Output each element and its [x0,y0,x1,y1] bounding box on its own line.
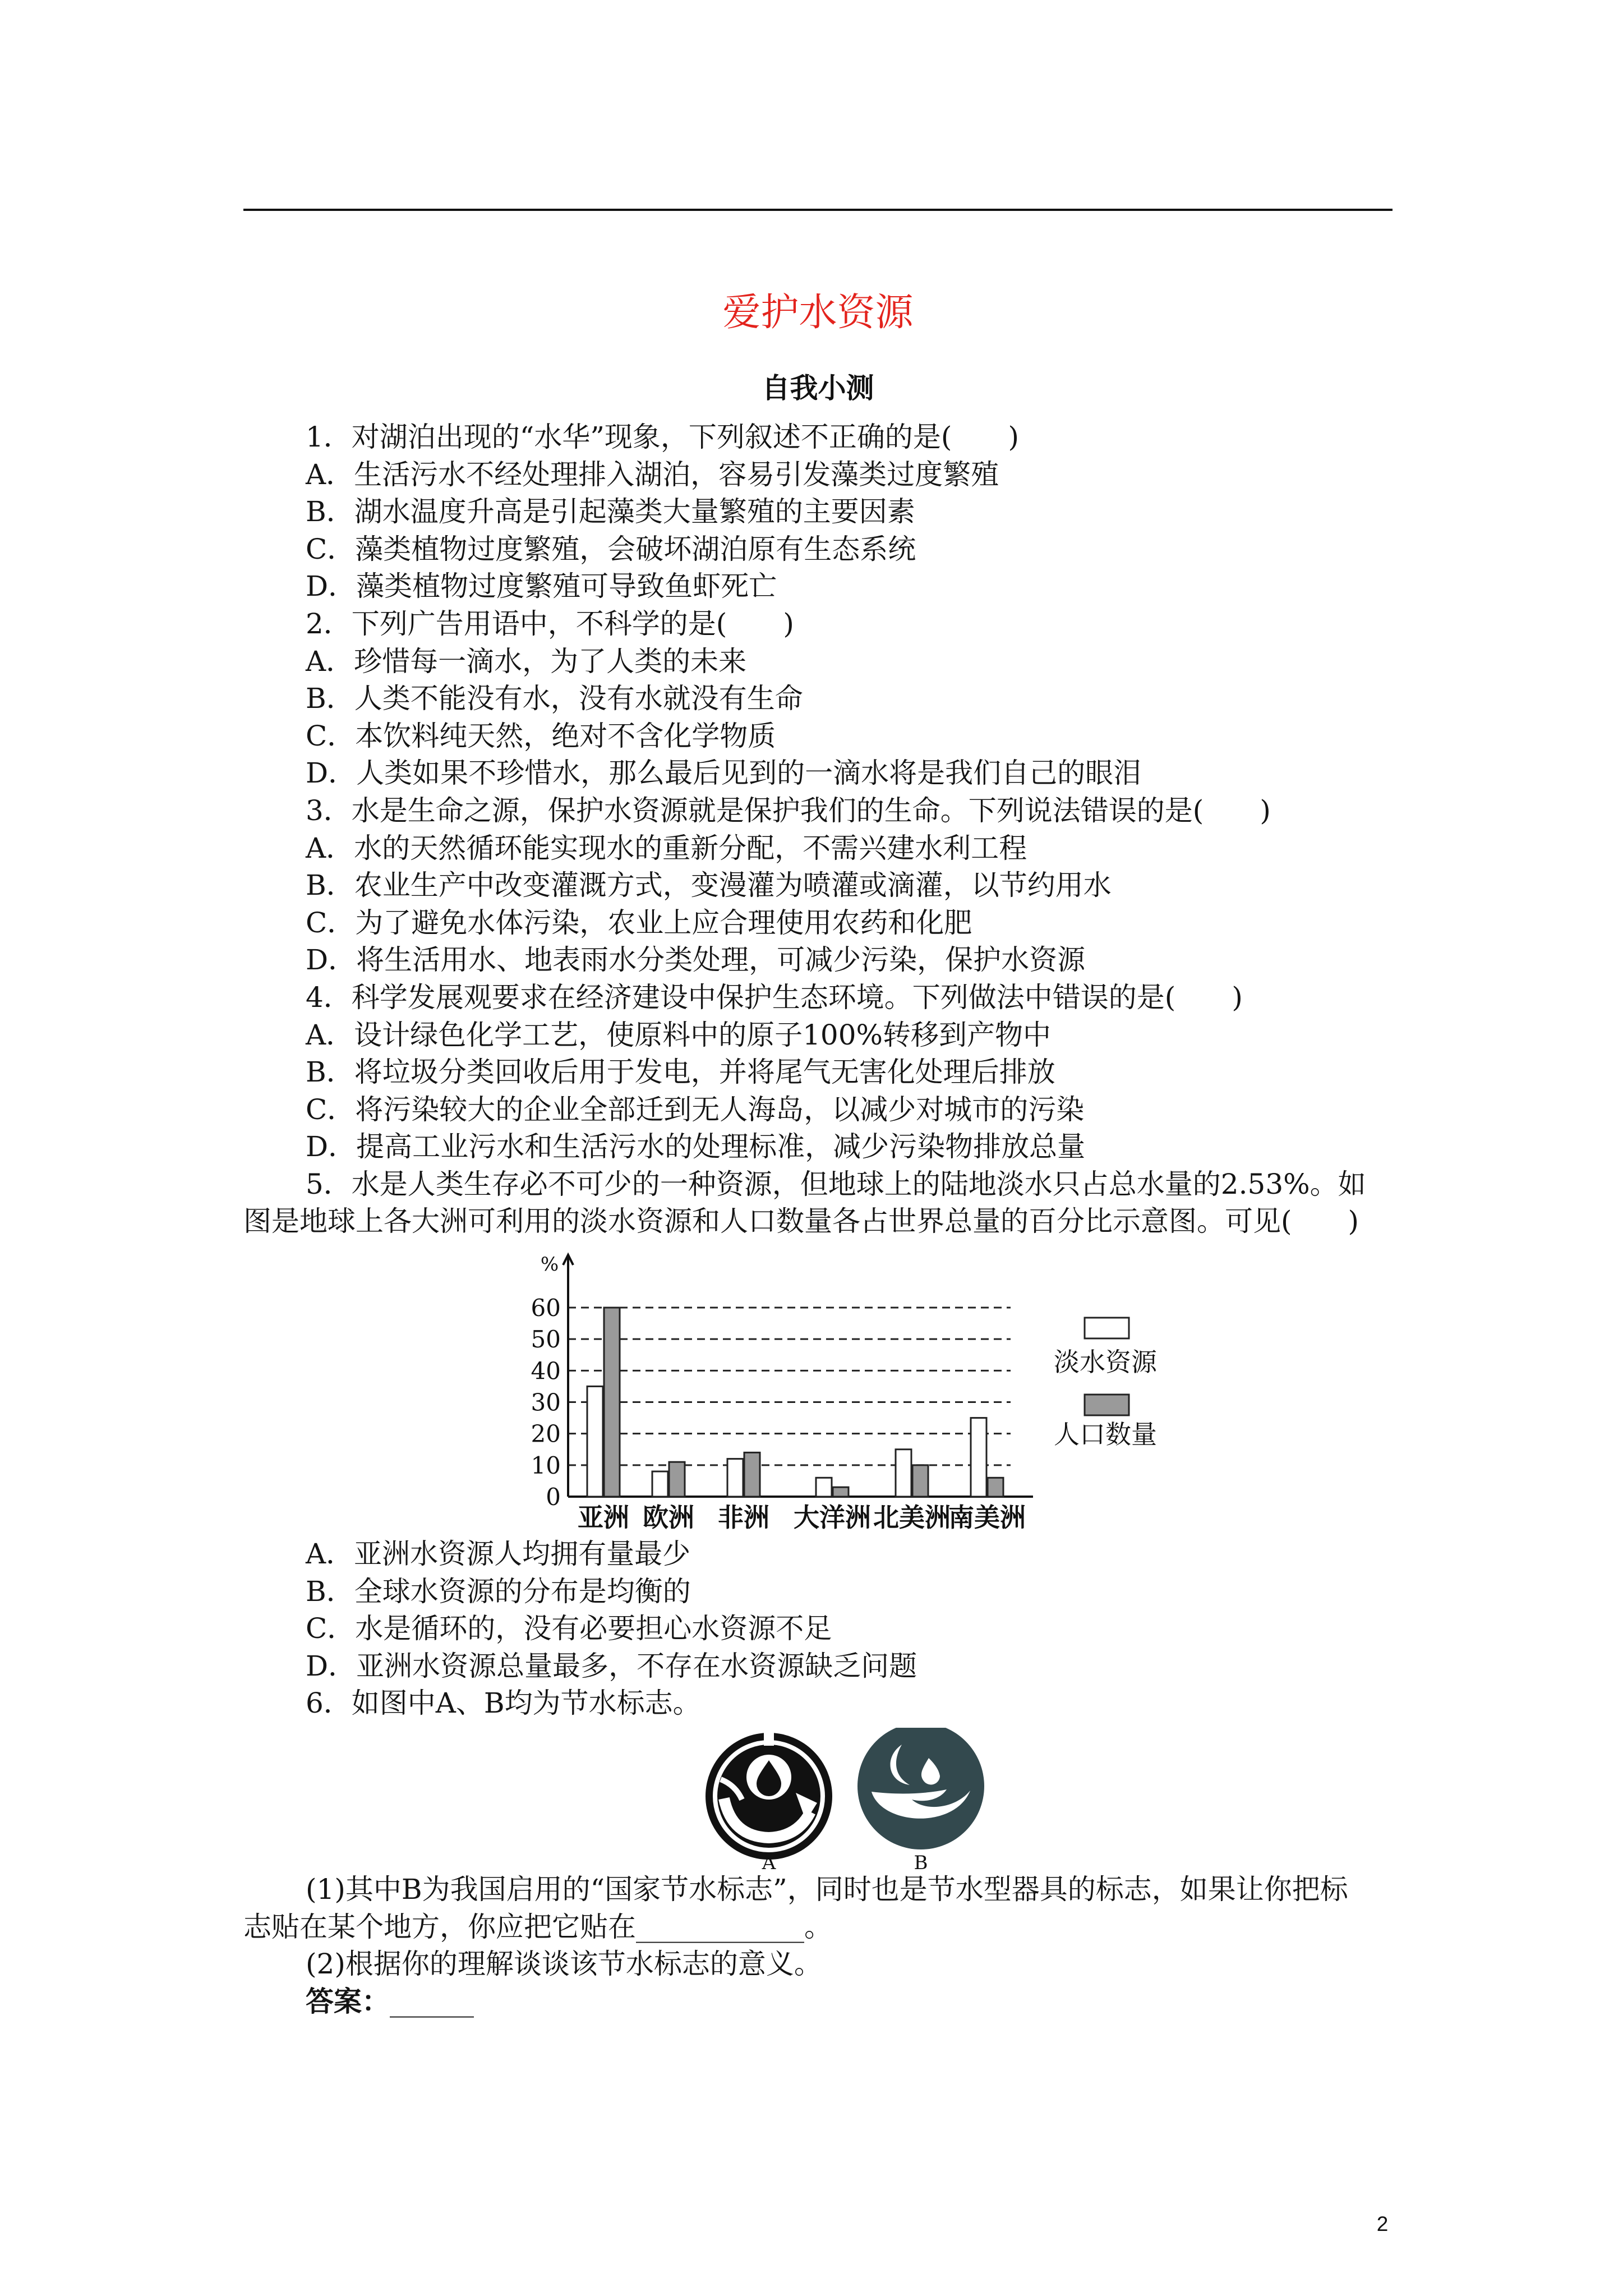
question-1 [243,418,1404,605]
y-tick-label: 40 [531,1357,561,1385]
legend-label: 人口数量 [1054,1419,1157,1450]
option-c: C．本饮料纯天然，绝对不含化学物质 [306,719,776,752]
bar-freshwater [896,1450,911,1497]
answer-label: 答案： [306,1984,390,2018]
option-d: D．亚洲水资源总量最多，不存在水资源缺乏问题 [306,1649,917,1682]
questions-block-1 [243,418,1404,1240]
question-5-options [243,1535,1404,1685]
question-6-part-1-line-2: 志贴在某个地方，你应把它贴在____________。 [243,1910,832,1943]
bar-freshwater [587,1386,603,1497]
bar-population [669,1462,685,1497]
legend-swatch-population [1085,1395,1129,1415]
section-title: 自我小测 [762,371,874,404]
question-stem: 1．对湖泊出现的“水华”现象，下列叙述不正确的是( ) [306,421,1019,453]
x-category-label: 北美洲 [873,1502,951,1533]
bar-population [744,1452,760,1497]
option-b: B．全球水资源的分布是均衡的 [306,1575,691,1608]
option-c: C．将污染较大的企业全部迁到无人海岛，以减少对城市的污染 [306,1093,1085,1126]
y-tick-label: 60 [531,1294,561,1322]
x-category-label: 南美洲 [948,1502,1026,1533]
y-tick-label: 50 [531,1326,561,1354]
option-d: D．藻类植物过度繁殖可导致鱼虾死亡 [306,570,777,603]
option-c: C．为了避免水体污染，农业上应合理使用农药和化肥 [306,906,972,939]
legend-swatch-freshwater [1085,1318,1129,1338]
option-a: A．设计绿色化学工艺，使原料中的原子100%转移到产物中 [306,1018,1052,1051]
bar-freshwater [816,1478,832,1497]
option-b: B．人类不能没有水，没有水就没有生命 [306,682,803,715]
question-5-stem [243,1166,1404,1240]
bar-population [604,1308,620,1497]
answer-blank: ______ [390,1985,474,2018]
question-stem: 3．水是生命之源，保护水资源就是保护我们的生命。下列说法错误的是( ) [306,794,1271,827]
option-a: A．生活污水不经处理排入湖泊，容易引发藻类过度繁殖 [306,458,999,491]
bar-freshwater [727,1459,743,1497]
question-stem: 2．下列广告用语中，不科学的是( ) [306,607,794,640]
bar-population [833,1487,849,1497]
option-d: D．人类如果不珍惜水，那么最后见到的一滴水将是我们自己的眼泪 [306,757,1142,790]
y-tick-label: 20 [531,1420,561,1448]
question-6-stem: 6．如图中A、B均为节水标志。 [306,1687,701,1720]
bar-freshwater [971,1418,986,1497]
option-a: A．珍惜每一滴水，为了人类的未来 [306,645,747,678]
freshwater-population-bar-chart [527,1243,1178,1540]
question-stem-line-1: 5．水是人类生存必不可少的一种资源，但地球上的陆地淡水只占总水量的2.53%。如 [306,1167,1366,1200]
bar-population [912,1465,928,1497]
option-b: B．湖水温度升高是引起藻类大量繁殖的主要因素 [306,495,915,528]
option-b: B．将垃圾分类回收后用于发电，并将尾气无害化处理后排放 [306,1056,1055,1089]
logo-b-label: B [914,1852,928,1874]
y-tick-label: 0 [546,1483,561,1511]
option-b: B．农业生产中改变灌溉方式，变漫灌为喷灌或滴灌，以节约用水 [306,869,1112,902]
water-saving-logo-b [857,1728,984,1849]
questions-block-3 [243,1871,1404,2020]
option-a: A．亚洲水资源人均拥有量最少 [306,1538,691,1570]
question-6-part-1-line-1: (1)其中B为我国启用的“国家节水标志”，同时也是节水型器具的标志，如果让你把标 [306,1873,1348,1906]
option-a: A．水的天然循环能实现水的重新分配，不需兴建水利工程 [306,831,1027,864]
page-title: 爱护水资源 [722,291,914,335]
x-category-label: 大洋洲 [794,1502,871,1533]
y-axis-label: % [540,1253,559,1276]
bar-freshwater [652,1471,668,1497]
question-2 [243,605,1404,792]
question-stem-line-2: 图是地球上各大洲可利用的淡水资源和人口数量各占世界总量的百分比示意图。可见( ) [243,1205,1359,1238]
question-stem: 4．科学发展观要求在经济建设中保护生态环境。下列做法中错误的是( ) [306,981,1243,1014]
bar-population [988,1478,1003,1497]
option-c: C．藻类植物过度繁殖，会破坏湖泊原有生态系统 [306,532,916,565]
questions-block-2 [243,1535,1404,1722]
water-saving-logo-a [706,1732,832,1860]
question-3 [243,792,1404,979]
option-d: D．将生活用水、地表雨水分类处理，可减少污染，保护水资源 [306,944,1086,977]
water-saving-logos [701,1728,993,1882]
legend-label: 淡水资源 [1054,1347,1157,1377]
logo-a-label: A [762,1852,776,1874]
y-tick-label: 30 [531,1388,561,1416]
y-tick-label: 10 [531,1451,561,1479]
x-category-label: 亚洲 [578,1502,629,1533]
page-number: 2 [1376,2212,1389,2235]
option-c: C．水是循环的，没有必要担心水资源不足 [306,1612,832,1645]
question-6-part-2: (2)根据你的理解谈谈该节水标志的意义。 [306,1948,822,1981]
x-category-label: 非洲 [718,1502,769,1533]
question-4 [243,979,1404,1166]
x-category-label: 欧洲 [643,1502,694,1533]
answer-line [243,1983,1404,2021]
option-d: D．提高工业污水和生活污水的处理标准，减少污染物排放总量 [306,1130,1086,1163]
header-rule [243,209,1393,211]
